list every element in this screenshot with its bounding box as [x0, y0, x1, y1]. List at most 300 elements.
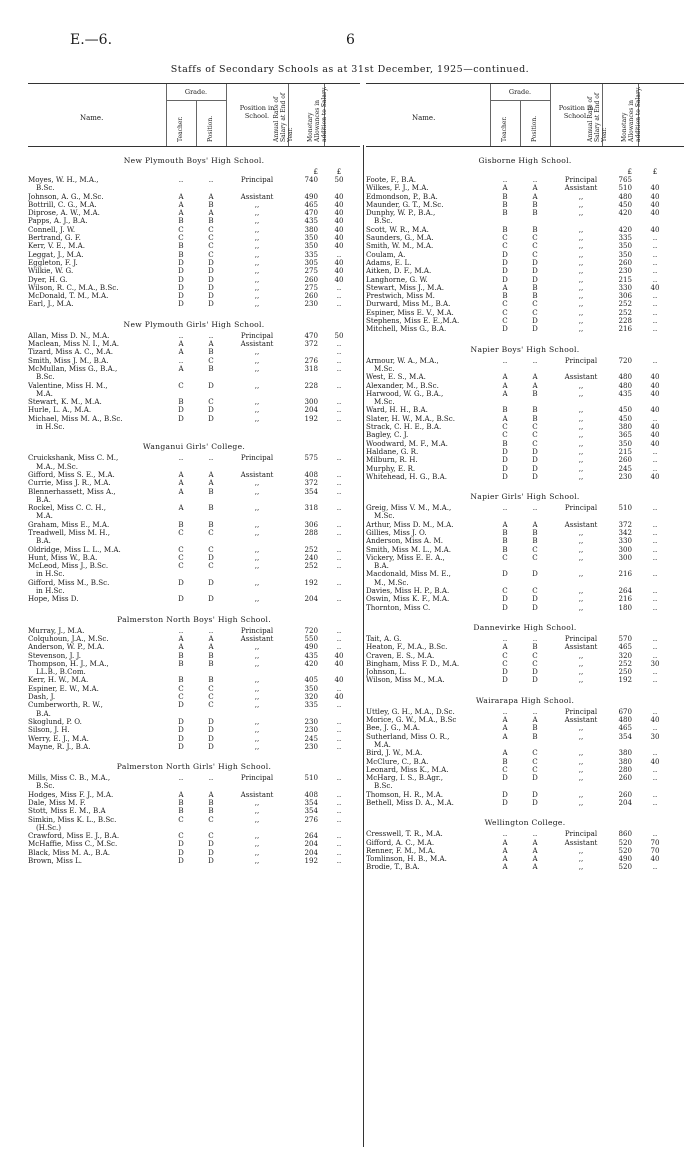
salary: 510 — [618, 503, 632, 513]
salary: 435 — [304, 216, 318, 226]
teacher-grade: A — [178, 478, 184, 488]
teacher-grade: .. — [502, 706, 508, 716]
teacher-grade: D — [502, 274, 508, 284]
position-grade: C — [532, 586, 538, 596]
table-row — [366, 309, 684, 317]
allowance: .. — [336, 486, 342, 496]
salary: 450 — [618, 405, 632, 415]
salary: 320 — [304, 692, 318, 702]
teacher-grade: D — [178, 700, 184, 710]
table-row — [28, 340, 360, 348]
position-grade: C — [532, 764, 538, 774]
school-heading: Palmerston North Boys' High School. — [117, 614, 271, 624]
teacher-grade: D — [502, 675, 508, 685]
school-position: ,, — [578, 658, 584, 668]
table-row — [366, 799, 684, 807]
staff-name: Coulam, A. — [366, 250, 406, 259]
allowance: .. — [652, 291, 658, 301]
table-row — [366, 749, 684, 757]
staff-name: Simkin, Miss K. L., B.Sc. — [28, 815, 117, 824]
teacher-grade: C — [178, 692, 184, 702]
table-row — [366, 440, 684, 448]
table-row — [366, 643, 684, 651]
allowance: .. — [652, 633, 658, 643]
allowance: .. — [652, 233, 658, 243]
salary: 275 — [304, 282, 318, 292]
school-position: ,, — [578, 430, 584, 440]
position-grade: D — [208, 856, 214, 866]
salary: 435 — [304, 650, 318, 660]
allowance: 40 — [334, 199, 344, 209]
table-row — [366, 448, 684, 456]
salary: 350 — [304, 241, 318, 251]
allowance: 40 — [650, 430, 660, 440]
table-row — [366, 217, 684, 225]
staff-name: Slater, H. W., M.A., B.Sc. — [366, 414, 455, 423]
salary: 306 — [304, 519, 318, 529]
teacher-grade: A — [502, 282, 508, 292]
school-position: ,, — [254, 741, 260, 751]
school-position: Principal — [240, 453, 274, 463]
position-grade: C — [208, 814, 214, 824]
staff-name: Stephens, Miss E. E.,M.A. — [366, 317, 460, 326]
school-position: ,, — [578, 208, 584, 218]
table-row — [366, 284, 684, 292]
school-position: Principal — [564, 355, 598, 365]
salary: 335 — [304, 249, 318, 259]
teacher-grade: D — [502, 266, 508, 276]
teacher-grade: A — [178, 469, 184, 479]
staff-name: B.A. — [36, 537, 51, 546]
salary: 354 — [304, 486, 318, 496]
teacher-grade: A — [502, 854, 508, 864]
salary: 380 — [618, 422, 632, 432]
table-row — [366, 830, 684, 838]
table-row — [28, 743, 360, 751]
school-position: Principal — [564, 829, 598, 839]
school-position: ,, — [578, 675, 584, 685]
staff-name: B.A. — [36, 709, 51, 718]
staff-name: Anderson, Miss A. M. — [366, 537, 444, 546]
allowance: .. — [652, 586, 658, 596]
position-grade: B — [208, 675, 214, 685]
salary: 306 — [618, 291, 632, 301]
table-row — [28, 365, 360, 373]
salary: 215 — [618, 446, 632, 456]
allowance: 40 — [334, 216, 344, 226]
position-grade: D — [532, 789, 538, 799]
school-position: ,, — [254, 831, 260, 841]
school-position: ,, — [254, 503, 260, 513]
table-row — [366, 604, 684, 612]
school-position: ,, — [578, 324, 584, 334]
teacher-grade: D — [502, 667, 508, 677]
staff-name: Mitchell, Miss G., B.A. — [366, 325, 447, 334]
position-grade: B — [208, 798, 214, 807]
salary: 252 — [618, 658, 632, 668]
allowance: 40 — [650, 756, 660, 766]
school-position: ,, — [254, 266, 260, 276]
salary: 250 — [618, 667, 632, 677]
allowance: .. — [336, 700, 342, 710]
allowance: .. — [652, 798, 658, 807]
staff-name: Kerr, V. E., M.A. — [28, 242, 86, 251]
allowance: .. — [652, 642, 658, 652]
salary: 480 — [618, 715, 632, 725]
position-grade: A — [532, 845, 538, 855]
school-position: Principal — [240, 330, 274, 340]
allowance: .. — [336, 831, 342, 841]
salary: 860 — [618, 829, 632, 839]
salary: 420 — [618, 224, 632, 234]
salary: 420 — [618, 208, 632, 218]
teacher-grade: D — [502, 798, 508, 807]
salary: 300 — [618, 552, 632, 562]
teacher-grade: D — [502, 602, 508, 612]
school-position: ,, — [578, 299, 584, 309]
salary: 230 — [618, 471, 632, 481]
teacher-grade: A — [502, 723, 508, 733]
allowance: .. — [652, 266, 658, 276]
allowance: .. — [336, 469, 342, 479]
staff-name: Alexander, M., B.Sc. — [366, 381, 439, 390]
right-column — [366, 145, 684, 1157]
position-grade: C — [532, 438, 538, 448]
staff-name: Bottrill, C. G., M.A. — [28, 200, 97, 209]
staff-name: Gifford, Miss S. E., M.A. — [28, 470, 115, 479]
salary: 240 — [304, 552, 318, 562]
staff-name: Durward, Miss M., B.A. — [366, 300, 451, 309]
allowance: 40 — [650, 224, 660, 234]
salary: 245 — [618, 463, 632, 473]
staff-name: Michael, Miss M. A., B.Sc. — [28, 414, 123, 423]
position-grade: B — [208, 806, 214, 816]
school-position: ,, — [578, 845, 584, 855]
staff-name: Langhorne, G. W. — [366, 275, 428, 284]
teacher-grade: B — [178, 658, 184, 668]
allowance: 40 — [650, 372, 660, 382]
salary: 720 — [618, 355, 632, 365]
allowance: 40 — [650, 183, 660, 193]
allowance: .. — [336, 544, 342, 554]
table-row — [366, 716, 684, 724]
teacher-grade: C — [502, 658, 508, 668]
salary: 318 — [304, 503, 318, 513]
staff-name: Gifford, A. C., M.A. — [366, 838, 435, 847]
school-position: ,, — [254, 380, 260, 390]
table-row — [366, 782, 684, 790]
position-grade: C — [532, 650, 538, 660]
allowance: 40 — [650, 282, 660, 292]
position-grade: D — [532, 257, 538, 267]
allowance: .. — [652, 552, 658, 562]
staff-name: Leggat, J., M.A. — [28, 250, 84, 259]
school-position: ,, — [578, 471, 584, 481]
staff-name: Prestwich, Miss M. — [366, 292, 435, 301]
school-position: ,, — [254, 594, 260, 604]
staff-name: Bethell, Miss D. A., M.A. — [366, 799, 454, 807]
teacher-grade: A — [178, 503, 184, 513]
staff-name: Dale, Miss M. F. — [28, 799, 86, 807]
position-grade: D — [532, 274, 538, 284]
salary: 470 — [304, 208, 318, 218]
staff-name: Bagley, C. J. — [366, 431, 409, 440]
table-row — [366, 521, 684, 529]
teacher-grade: C — [502, 241, 508, 251]
school-position: ,, — [578, 756, 584, 766]
school-position: ,, — [254, 241, 260, 251]
header-name: Name. — [412, 114, 436, 122]
school-position: ,, — [578, 650, 584, 660]
allowance: 40 — [334, 208, 344, 218]
allowance: .. — [652, 675, 658, 685]
salary: 192 — [304, 413, 318, 423]
position-grade: D — [208, 839, 214, 849]
allowance: .. — [652, 307, 658, 317]
allowance: 40 — [334, 257, 344, 267]
position-grade: D — [208, 725, 214, 735]
allowance: 40 — [650, 199, 660, 209]
teacher-grade: D — [178, 291, 184, 301]
table-row — [28, 488, 360, 496]
staff-name: Smith, Miss J. M., B.A. — [28, 356, 109, 365]
school-position: ,, — [578, 282, 584, 292]
teacher-grade: B — [502, 208, 508, 218]
teacher-grade: D — [502, 594, 508, 604]
school-heading: New Plymouth Girls' High School. — [123, 319, 265, 329]
salary: 550 — [304, 633, 318, 643]
staff-name: Wilkie, W. G. — [28, 267, 74, 276]
staff-name: Vickery, Miss E. E. A., — [366, 553, 445, 562]
table-row — [28, 529, 360, 537]
position-grade: D — [532, 798, 538, 807]
position-grade: A — [532, 854, 538, 864]
table-row — [366, 473, 684, 481]
salary: 510 — [304, 773, 318, 783]
salary: 216 — [618, 594, 632, 604]
staff-name: Wilson, R. C., M.A., B.Sc. — [28, 283, 119, 292]
staff-name: Earl, J., M.A. — [28, 300, 74, 309]
teacher-grade: C — [178, 233, 184, 243]
table-row — [366, 855, 684, 863]
school-position: ,, — [254, 486, 260, 496]
table-row — [366, 570, 684, 578]
salary: 465 — [618, 723, 632, 733]
staff-name: Diprose, A. W., M.A. — [28, 209, 100, 218]
table-row — [366, 758, 684, 766]
position-grade: A — [532, 380, 538, 390]
position-grade: D — [532, 316, 538, 326]
table-row — [366, 595, 684, 603]
position-grade: D — [532, 471, 538, 481]
table-row — [366, 251, 684, 259]
staff-name: Sutherland, Miss O. R., — [366, 732, 450, 741]
position-grade: C — [208, 544, 214, 554]
teacher-grade: C — [502, 316, 508, 326]
table-row — [366, 234, 684, 242]
school-heading: Dannevirke High School. — [473, 622, 577, 632]
position-grade: B — [208, 650, 214, 660]
teacher-grade: B — [178, 675, 184, 685]
table-row — [28, 701, 360, 709]
position-grade: D — [208, 257, 214, 267]
teacher-grade: .. — [178, 773, 184, 783]
staff-name: Moyes, W. H., M.A., — [28, 176, 99, 184]
salary: 465 — [304, 199, 318, 209]
allowance: 40 — [650, 715, 660, 725]
allowance: .. — [336, 839, 342, 849]
teacher-grade: A — [502, 388, 508, 398]
staff-name: Uttley, G. H., M.A., D.Sc. — [366, 707, 455, 716]
school-position: ,, — [578, 594, 584, 604]
allowance: .. — [336, 503, 342, 513]
staff-name: Stewart, Miss J., M.A. — [366, 283, 444, 292]
teacher-grade: D — [502, 471, 508, 481]
salary: 575 — [304, 453, 318, 463]
school-position: ,, — [578, 266, 584, 276]
allowance: .. — [336, 725, 342, 735]
staff-name: Rockel, Miss C. C. H., — [28, 504, 106, 513]
salary: 204 — [304, 839, 318, 849]
teacher-grade: B — [178, 397, 184, 407]
staff-name: Gifford, Miss M., B.Sc. — [28, 578, 110, 587]
table-row — [366, 373, 684, 381]
allowance: 40 — [334, 675, 344, 685]
position-grade: C — [208, 683, 214, 693]
staff-name: Stevenson, J. J. — [28, 651, 82, 660]
staff-name: McLeod, Miss J., B.Sc. — [28, 562, 109, 571]
staff-name: Black, Miss M. A., B.A. — [28, 848, 111, 857]
table-row — [366, 839, 684, 847]
table-row — [366, 847, 684, 855]
teacher-grade: D — [502, 789, 508, 799]
staff-name: B.Sc. — [374, 782, 393, 791]
allowance: .. — [652, 463, 658, 473]
allowance: .. — [336, 453, 342, 463]
position-grade: A — [208, 789, 214, 799]
page-reference: E.—6. — [70, 32, 113, 48]
staff-name: Connell, J. W. — [28, 225, 76, 234]
staff-name: Adams, E. L. — [366, 258, 412, 267]
salary: 670 — [618, 706, 632, 716]
staff-name: Thornton, Miss C. — [366, 603, 431, 612]
staff-name: B.A. — [36, 495, 51, 504]
position-grade: B — [532, 731, 538, 741]
table-row — [366, 382, 684, 390]
staff-name: Davies, Miss H. P., B.A. — [366, 587, 450, 596]
school-heading: Napier Boys' High School. — [470, 344, 580, 354]
teacher-grade: C — [178, 380, 184, 390]
staff-name: McMullan, Miss G., B.A., — [28, 364, 118, 373]
teacher-grade: D — [178, 847, 184, 857]
teacher-grade: C — [178, 552, 184, 562]
teacher-grade: A — [502, 380, 508, 390]
position-grade: D — [208, 413, 214, 423]
position-grade: D — [208, 716, 214, 726]
staff-name: Kerr, H. W., M.A. — [28, 676, 89, 685]
position-grade: A — [532, 183, 538, 193]
salary: 305 — [304, 257, 318, 267]
teacher-grade: D — [502, 446, 508, 456]
position-grade: C — [208, 692, 214, 702]
table-row — [28, 660, 360, 668]
teacher-grade: D — [178, 405, 184, 415]
salary: 260 — [618, 789, 632, 799]
position-grade: D — [208, 291, 214, 301]
position-grade: B — [208, 363, 214, 373]
staff-name: Cumberworth, R. W., — [28, 701, 103, 710]
table-row — [366, 660, 684, 668]
position-grade: .. — [208, 625, 214, 635]
staff-name: Ward, H. H., B.A. — [366, 406, 428, 415]
allowance: .. — [336, 683, 342, 693]
table-row — [366, 259, 684, 267]
school-heading: Gisborne High School. — [478, 156, 572, 165]
position-grade: B — [208, 503, 214, 513]
allowance: .. — [652, 299, 658, 309]
salary: 276 — [304, 814, 318, 824]
teacher-grade: A — [502, 183, 508, 193]
school-position: ,, — [578, 274, 584, 284]
salary: 260 — [618, 455, 632, 465]
teacher-grade: C — [502, 422, 508, 432]
staff-name: Haldane, G. R. — [366, 447, 419, 456]
salary: 264 — [618, 586, 632, 596]
teacher-grade: D — [502, 463, 508, 473]
position-grade: A — [532, 715, 538, 725]
allowance: 70 — [650, 837, 660, 847]
position-grade: C — [208, 241, 214, 251]
allowance: 40 — [650, 438, 660, 448]
table-row — [366, 652, 684, 660]
allowance: .. — [652, 706, 658, 716]
school-position: ,, — [254, 233, 260, 243]
allowance: .. — [336, 380, 342, 390]
table-row — [28, 504, 360, 512]
staff-name: Tomlinson, H. B., M.A. — [366, 855, 447, 864]
school-position: ,, — [578, 602, 584, 612]
teacher-grade: .. — [178, 355, 184, 365]
position-grade: D — [208, 380, 214, 390]
teacher-grade: D — [178, 413, 184, 423]
teacher-grade: B — [178, 650, 184, 660]
header-teacher: Teacher. — [177, 116, 184, 142]
allowance: .. — [336, 347, 342, 357]
allowance: .. — [652, 594, 658, 604]
school-position: ,, — [578, 307, 584, 317]
teacher-grade: D — [502, 569, 508, 579]
teacher-grade: C — [502, 586, 508, 596]
school-position: ,, — [578, 413, 584, 423]
position-grade: C — [532, 658, 538, 668]
staff-name: Wilkes, F. J., M.A. — [366, 184, 429, 193]
table-row — [366, 676, 684, 684]
table-row — [28, 176, 360, 184]
allowance: .. — [336, 363, 342, 373]
staff-name: Armour, W. A., M.A., — [366, 356, 439, 365]
salary: 275 — [304, 266, 318, 276]
table-row — [366, 554, 684, 562]
staff-name: Blennerhassett, Miss A., — [28, 487, 116, 496]
position-grade: C — [532, 748, 538, 758]
teacher-grade: A — [502, 642, 508, 652]
salary: 230 — [304, 741, 318, 751]
teacher-grade: D — [502, 249, 508, 259]
position-grade: .. — [532, 706, 538, 716]
staff-name: Strack, C. H. E., B.A. — [366, 423, 442, 432]
staff-name: Oldridge, Miss L. L., M.A. — [28, 545, 121, 554]
position-grade: D — [532, 594, 538, 604]
